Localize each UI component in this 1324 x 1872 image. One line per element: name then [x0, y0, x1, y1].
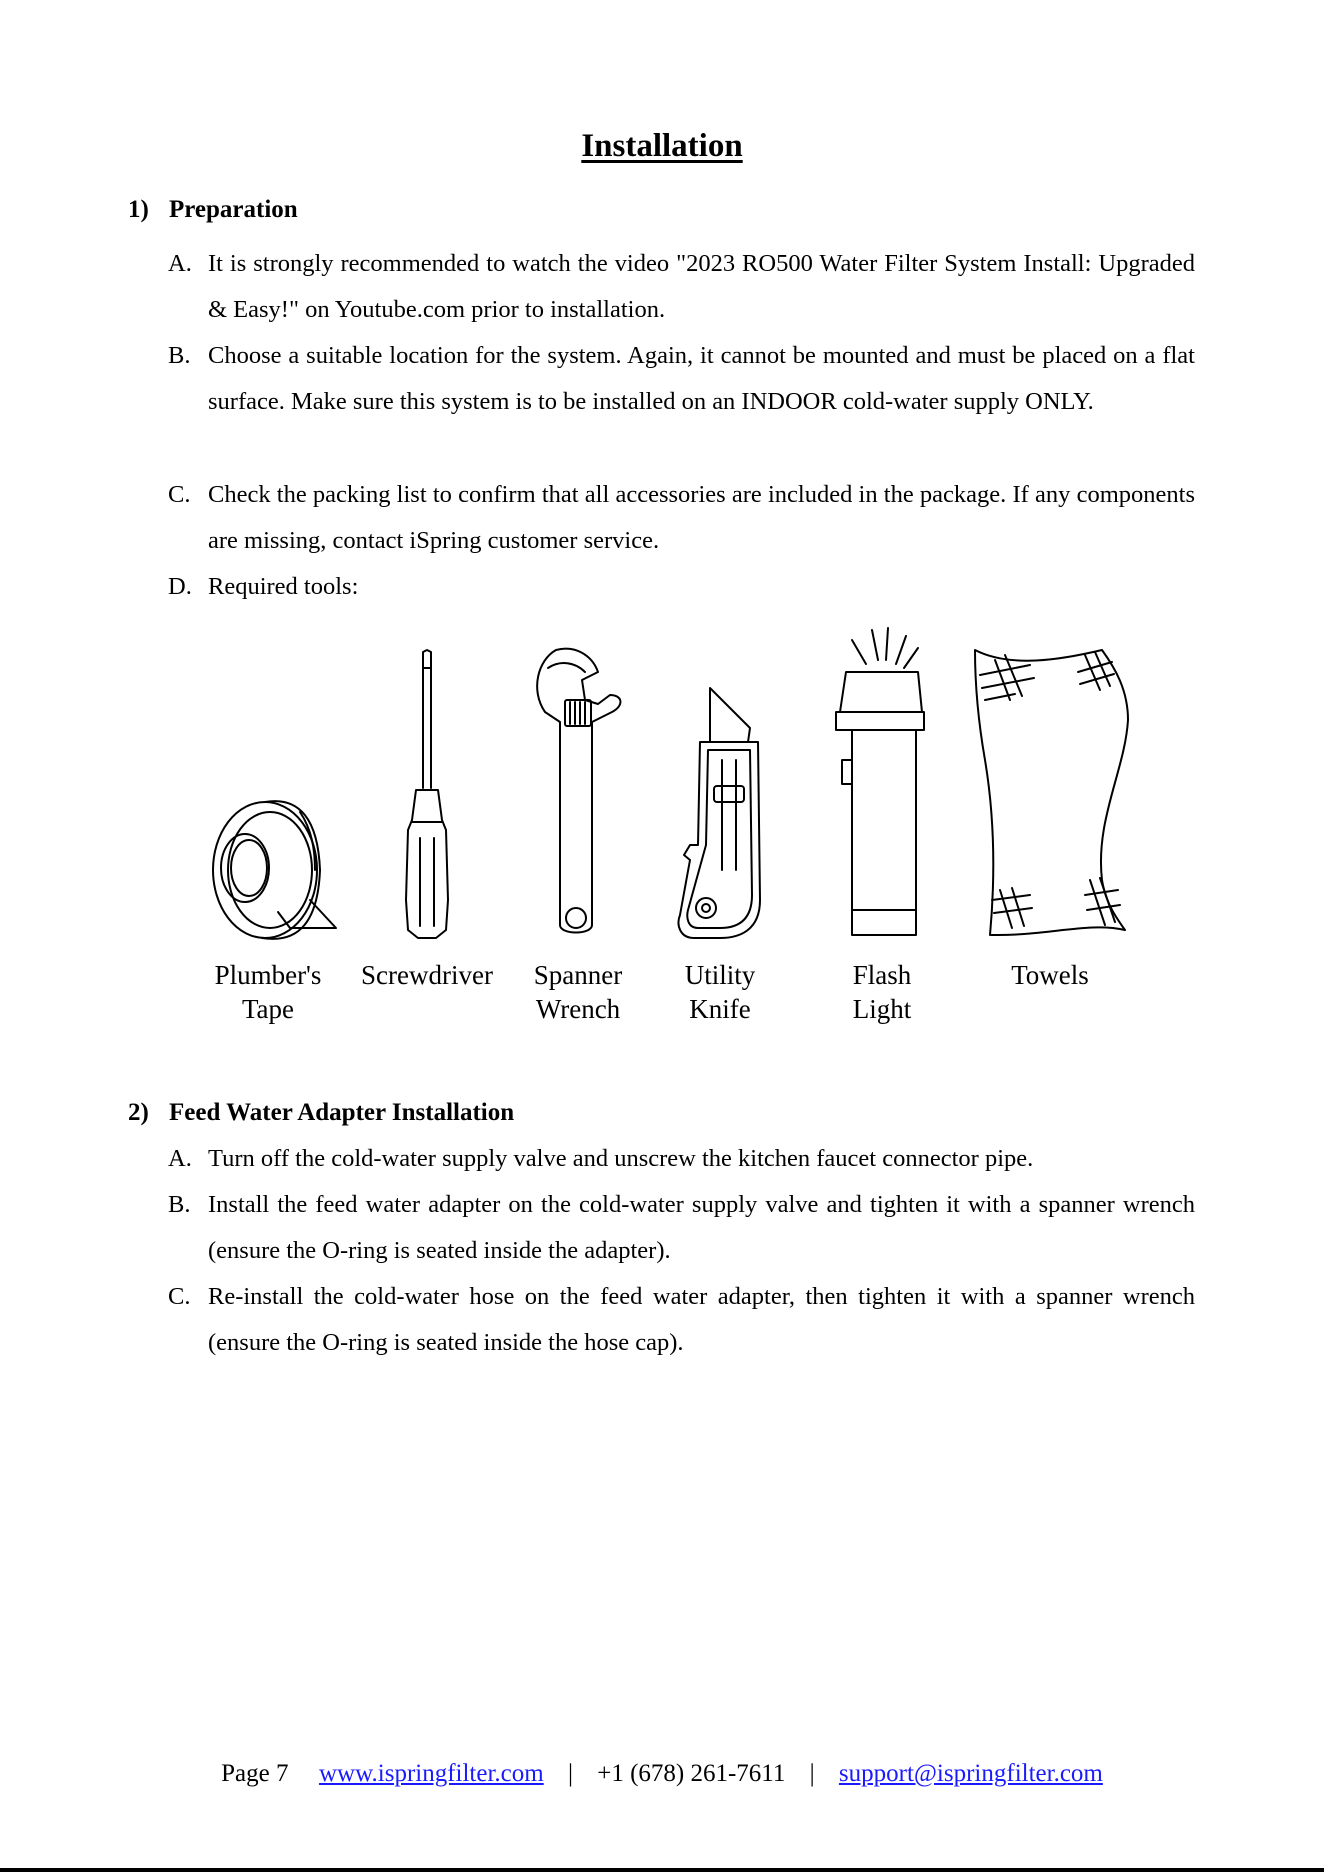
utility-knife-icon [679, 688, 760, 938]
item-text: Install the feed water adapter on the cold-water supply valve and tighten it with a spanner wrench (ensure the O-ring is seated inside the adapter). [208, 1191, 1195, 1264]
towel-icon [975, 650, 1128, 935]
tool-label-screwdriver: Screwdriver [361, 960, 493, 990]
tool-label-plumbers-tape: Plumber's Tape [214, 960, 322, 1024]
list-item [168, 1274, 1195, 1366]
list-item [168, 1136, 1195, 1182]
page-title: Installation [581, 128, 743, 164]
item-text: It is strongly recommended to watch the video "2023 RO500 Water Filter System Install: Upgraded & Easy!" on Youtube.com prior to installation. [208, 250, 1195, 323]
item-letter: C. [168, 1283, 191, 1310]
item-text: Turn off the cold-water supply valve and unscrew the kitchen faucet connector pipe. [208, 1145, 1034, 1172]
email-link[interactable]: support@ispringfilter.com [838, 1760, 1103, 1787]
item-letter: A. [168, 1145, 192, 1172]
tape-roll-icon [213, 801, 336, 939]
wrench-icon [537, 649, 620, 933]
tool-label-utility-knife: Utility Knife [684, 960, 756, 1024]
bottom-border [0, 1868, 1324, 1872]
section-title: Preparation [169, 196, 298, 223]
section-heading-feed-water-adapter [128, 1099, 514, 1127]
section-number: 1) [128, 196, 149, 223]
item-text: Required tools: [208, 573, 359, 600]
item-letter: C. [168, 481, 191, 508]
screwdriver-icon [406, 650, 448, 938]
item-text: Check the packing list to confirm that all accessories are included in the package. If any components are missing, contact iSpring customer service. [208, 481, 1195, 554]
item-letter: A. [168, 250, 192, 277]
section-title: Feed Water Adapter Installation [169, 1099, 515, 1126]
footer-separator: | [809, 1760, 815, 1787]
website-link[interactable]: www.ispringfilter.com [318, 1760, 544, 1787]
tool-label-spanner-wrench: Spanner Wrench [533, 960, 623, 1024]
item-letter: D. [168, 573, 192, 600]
item-letter: B. [168, 1191, 191, 1218]
phone-number: +1 (678) 261-7611 [597, 1760, 786, 1787]
footer-separator: | [567, 1760, 573, 1787]
page-number: Page 7 [221, 1760, 289, 1787]
tool-label-flash-light: Flash Light [852, 960, 912, 1024]
section-number: 2) [128, 1099, 149, 1126]
flashlight-icon [836, 628, 924, 935]
item-letter: B. [168, 342, 191, 369]
tool-label-towels: Towels [1011, 960, 1089, 990]
list-item [168, 1182, 1195, 1274]
page-footer [0, 1760, 1324, 1788]
item-text: Re-install the cold-water hose on the feed water adapter, then tighten it with a spanner wrench (ensure the O-ring is seated inside the hose cap). [208, 1283, 1195, 1356]
item-text: Choose a suitable location for the system. Again, it cannot be mounted and must be placed on a flat surface. Make sure this system is to be installed on an INDOOR cold-water supply ONLY. [208, 342, 1195, 415]
